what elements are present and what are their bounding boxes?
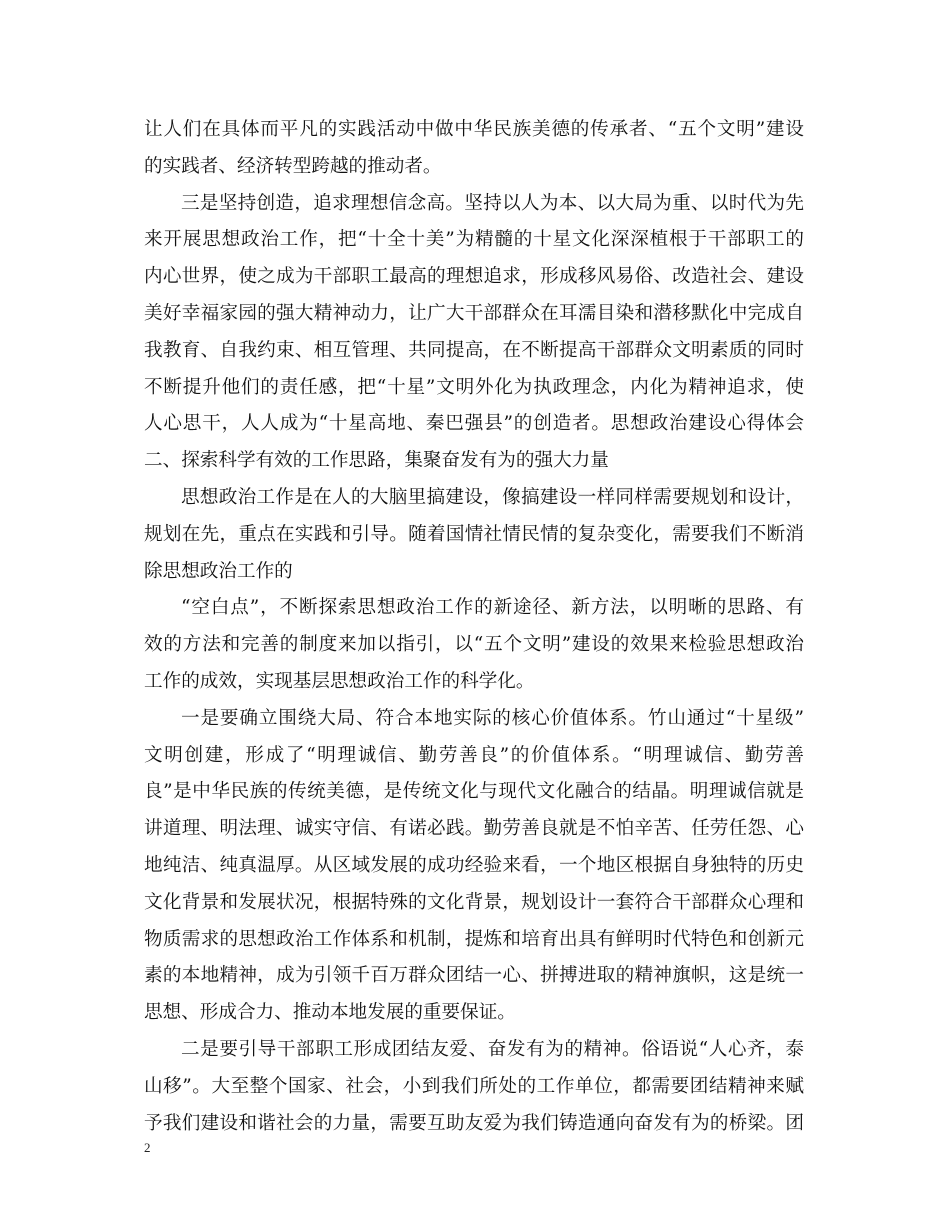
text-line: 良”是中华民族的传统美德，是传统文化与现代文化融合的结晶。明理诚信就是 [144, 781, 804, 803]
text-line: 思想政治工作是在人的大脑里搞建设，像搞建设一样同样需要规划和设计， [181, 486, 804, 508]
text-line: 效的方法和完善的制度来加以指引，以“五个文明”建设的效果来检验思想政治 [144, 634, 804, 656]
text-line: 山移”。大至整个国家、社会，小到我们所处的工作单位，都需要团结精神来赋 [144, 1075, 804, 1097]
text-line: 我教育、自我约束、相互管理、共同提高，在不断提高干部群众文明素质的同时 [144, 339, 804, 361]
text-line: 一是要确立围绕大局、符合本地实际的核心价值体系。竹山通过“十星级” [181, 707, 804, 729]
text-line: 来开展思想政治工作，把“十全十美”为精髓的十星文化深深植根于干部职工的 [144, 229, 804, 251]
text-line: 三是坚持创造，追求理想信念高。坚持以人为本、以大局为重、以时代为先 [181, 192, 804, 214]
text-line: 讲道理、明法理、诚实守信、有诺必践。勤劳善良就是不怕辛苦、任劳任怨、心 [144, 818, 804, 840]
text-line: 二、探索科学有效的工作思路，集聚奋发有为的强大力量 [144, 450, 609, 472]
page-number: 2 [144, 1140, 151, 1155]
text-line: 二是要引导干部职工形成团结友爱、奋发有为的精神。俗语说“人心齐，泰 [181, 1038, 804, 1060]
text-line: 规划在先，重点在实践和引导。随着国情社情民情的复杂变化，需要我们不断消 [144, 523, 804, 545]
text-line: “空白点”，不断探索思想政治工作的新途径、新方法，以明晰的思路、有 [181, 597, 804, 619]
text-line: 思想、形成合力、推动本地发展的重要保证。 [144, 1002, 516, 1024]
text-line: 素的本地精神，成为引领千百万群众团结一心、拼搏进取的精神旗帜，这是统一 [144, 965, 804, 987]
text-line: 的实践者、经济转型跨越的推动者。 [144, 155, 442, 177]
text-line: 文化背景和发展状况，根据特殊的文化背景，规划设计一套符合干部群众心理和 [144, 891, 804, 913]
text-line: 予我们建设和谐社会的力量，需要互助友爱为我们铸造通向奋发有为的桥梁。团 [144, 1112, 804, 1134]
text-line: 文明创建，形成了“明理诚信、勤劳善良”的价值体系。“明理诚信、勤劳善 [144, 744, 804, 766]
text-line: 物质需求的思想政治工作体系和机制，提炼和培育出具有鲜明时代特色和创新元 [144, 928, 804, 950]
text-line: 美好幸福家园的强大精神动力，让广大干部群众在耳濡目染和潜移默化中完成自 [144, 302, 804, 324]
text-line: 让人们在具体而平凡的实践活动中做中华民族美德的传承者、“五个文明”建设 [144, 119, 804, 140]
text-line: 除思想政治工作的 [144, 560, 293, 582]
document-body [144, 112, 804, 1142]
text-line: 不断提升他们的责任感，把“十星”文明外化为执政理念，内化为精神追求，使 [144, 376, 804, 398]
text-line: 地纯洁、纯真温厚。从区域发展的成功经验来看，一个地区根据自身独特的历史 [144, 854, 804, 876]
text-line: 人心思干，人人成为“十星高地、秦巴强县”的创造者。思想政治建设心得体会 [144, 413, 804, 435]
text-line: 工作的成效，实现基层思想政治工作的科学化。 [144, 670, 535, 692]
text-line: 内心世界，使之成为干部职工最高的理想追求，形成移风易俗、改造社会、建设 [144, 266, 804, 288]
